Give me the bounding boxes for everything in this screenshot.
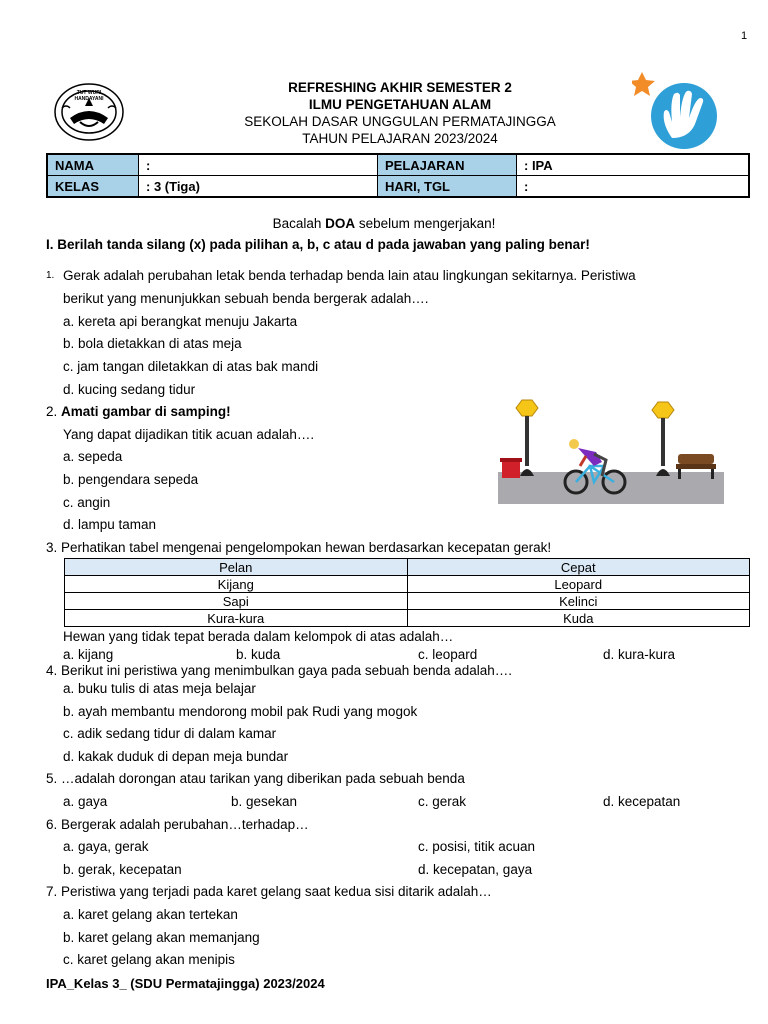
table-row [65, 610, 750, 627]
table-row [65, 576, 750, 593]
page-footer: IPA_Kelas 3_ (SDU Permatajingga) 2023/2024 [46, 976, 325, 991]
table-cell: Kelinci [407, 593, 750, 610]
nama-field[interactable]: : [139, 154, 378, 176]
q2-title: Amati gambar di samping! [61, 404, 231, 419]
table-cell: Leopard [407, 576, 750, 593]
q6-option-b[interactable]: b. gerak, kecepatan [63, 862, 182, 877]
prayer-instruction [0, 216, 768, 231]
table-cell: Kuda [407, 610, 750, 627]
kelas-field: : 3 (Tiga) [139, 176, 378, 198]
q5-option-d[interactable]: d. kecepatan [603, 794, 681, 809]
q4-text: 4. Berikut ini peristiwa yang menimbulkan gaya pada sebuah benda adalah…. [46, 663, 513, 678]
q1-text-line1: Gerak adalah perubahan letak benda terhadap benda lain atau lingkungan sekitarnya. Peristiwa [63, 268, 636, 283]
hari-field[interactable]: : [517, 176, 750, 198]
q2-option-b[interactable]: b. pengendara sepeda [63, 472, 199, 487]
q3-option-b[interactable]: b. kuda [236, 647, 281, 662]
q1-option-a[interactable]: a. kereta api berangkat menuju Jakarta [63, 314, 298, 329]
tut-wuri-handayani-logo [52, 78, 126, 142]
q2-option-c[interactable]: c. angin [63, 495, 111, 510]
pelajaran-field: : IPA [517, 154, 750, 176]
student-info-table [46, 153, 750, 198]
q4-option-b[interactable]: b. ayah membantu mendorong mobil pak Rudi yang mogok [63, 704, 418, 719]
q3-question: Hewan yang tidak tepat berada dalam kelompok di atas adalah… [63, 629, 454, 644]
pelajaran-label: PELAJARAN [378, 154, 517, 176]
trash-bin [500, 458, 522, 478]
hari-label: HARI, TGL [378, 176, 517, 198]
seal-text: TUT WURI HANDAYANI [74, 90, 104, 102]
table-row [65, 593, 750, 610]
q4-option-c[interactable]: c. adik sedang tidur di dalam kamar [63, 726, 277, 741]
q2-text: Yang dapat dijadikan titik acuan adalah…. [63, 427, 315, 442]
q3-option-a[interactable]: a. kijang [63, 647, 114, 662]
table-header-pelan: Pelan [65, 559, 408, 576]
q7-text: 7. Peristiwa yang terjadi pada karet gelang saat kedua sisi ditarik adalah… [46, 884, 492, 899]
prayer-pre: Bacalah [272, 216, 326, 231]
q6-option-d[interactable]: d. kecepatan, gaya [418, 862, 533, 877]
q1-number: 1. [46, 270, 55, 281]
q6-option-c[interactable]: c. posisi, titik acuan [418, 839, 536, 854]
section-title: I. Berilah tanda silang (x) pada pilihan a, b, c atau d pada jawaban yang paling benar! [46, 237, 590, 252]
animal-speed-table [64, 558, 750, 627]
school-brand-logo [632, 70, 718, 156]
q7-option-b[interactable]: b. karet gelang akan memanjang [63, 930, 260, 945]
q7-option-a[interactable]: a. karet gelang akan tertekan [63, 907, 238, 922]
q2-option-a[interactable]: a. sepeda [63, 449, 123, 464]
q1-option-d[interactable]: d. kucing sedang tidur [63, 382, 196, 397]
table-cell: Kura-kura [65, 610, 408, 627]
table-cell: Sapi [65, 593, 408, 610]
q1-option-c[interactable]: c. jam tangan diletakkan di atas bak mandi [63, 359, 319, 374]
q7-option-c[interactable]: c. karet gelang akan menipis [63, 952, 235, 967]
table-cell: Kijang [65, 576, 408, 593]
q3-option-c[interactable]: c. leopard [418, 647, 478, 662]
table-header-cepat: Cepat [407, 559, 750, 576]
q3-option-d[interactable]: d. kura-kura [603, 647, 676, 662]
header-school: SEKOLAH DASAR UNGGULAN PERMATAJINGGA [244, 114, 556, 129]
q5-text: 5. …adalah dorongan atau tarikan yang diberikan pada sebuah benda [46, 771, 465, 786]
q1-text-line2: berikut yang menunjukkan sebuah benda bergerak adalah…. [63, 291, 429, 306]
nama-label: NAMA [47, 154, 139, 176]
q5-option-a[interactable]: a. gaya [63, 794, 108, 809]
q2-header [46, 404, 231, 419]
q6-option-a[interactable]: a. gaya, gerak [63, 839, 149, 854]
lamp-post-right [652, 402, 674, 476]
q4-option-a[interactable]: a. buku tulis di atas meja belajar [63, 681, 256, 696]
q3-text: 3. Perhatikan tabel mengenai pengelompokan hewan berdasarkan kecepatan gerak! [46, 540, 552, 555]
q1-option-b[interactable]: b. bola dietakkan di atas meja [63, 336, 242, 351]
road-shape [498, 472, 724, 504]
q5-option-b[interactable]: b. gesekan [231, 794, 298, 809]
header-title: REFRESHING AKHIR SEMESTER 2 [288, 80, 512, 95]
q5-option-c[interactable]: c. gerak [418, 794, 467, 809]
page-number: 1 [741, 30, 748, 42]
prayer-post: sebelum mengerjakan! [355, 216, 496, 231]
cyclist-park-illustration [494, 396, 730, 508]
q4-option-d[interactable]: d. kakak duduk di depan meja bundar [63, 749, 289, 764]
header-subject: ILMU PENGETAHUAN ALAM [308, 97, 492, 112]
prayer-bold: DOA [325, 216, 356, 231]
q2-option-d[interactable]: d. lampu taman [63, 517, 157, 532]
q6-text: 6. Bergerak adalah perubahan…terhadap… [46, 817, 309, 832]
kelas-label: KELAS [47, 176, 139, 198]
q2-number: 2. [46, 404, 58, 419]
header-year: TAHUN PELAJARAN 2023/2024 [302, 131, 498, 146]
